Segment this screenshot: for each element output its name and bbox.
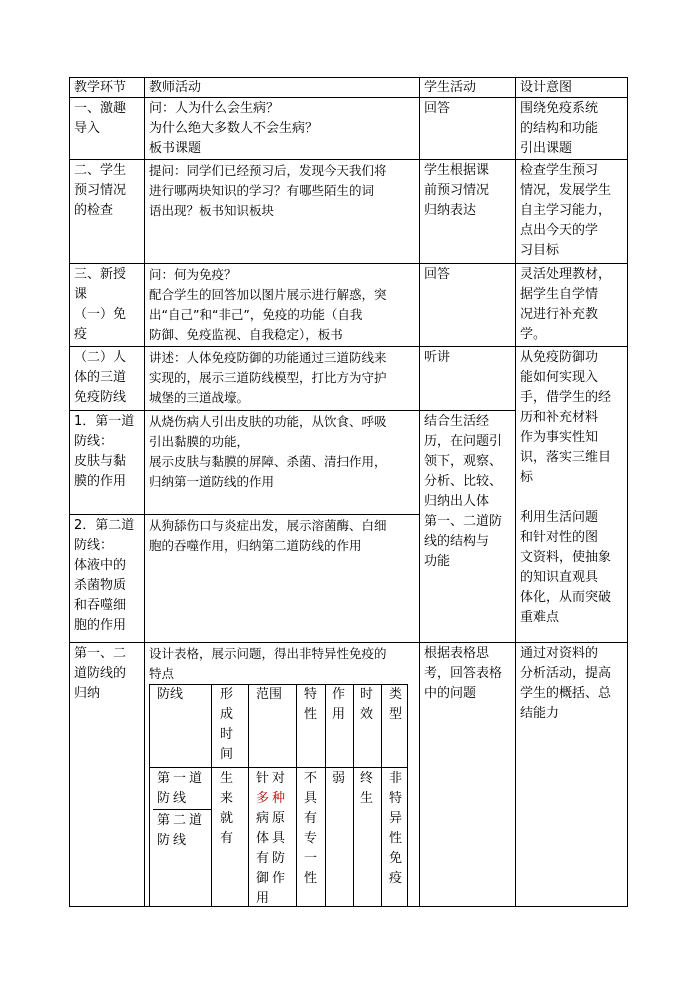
range-text-2: 病原 体具 有防 御作 用 <box>256 811 289 905</box>
column-divider <box>515 77 516 907</box>
range-text-1: 针对 <box>256 771 289 786</box>
student-cell: 学生根据课 前预习情况 归纳表达 <box>424 163 490 218</box>
student-cell: 回答 <box>424 267 451 282</box>
header-intent: 设计意图 <box>520 80 573 95</box>
row-divider <box>69 642 628 643</box>
intent-cell: 通过对资料的 分析活动，提高 学生的概括、总 结能力 <box>520 646 612 721</box>
inner-effect-value: 弱 <box>332 771 346 786</box>
teacher-cell: 问：人为什么会生病？ 为什么绝大多数人不会生病？ 板书课题 <box>149 101 319 156</box>
stage-cell: 第一、二 道防线的 归纳 <box>74 646 127 701</box>
inner-col-divider <box>381 684 382 906</box>
stage-cell: 二、学生 预习情况 的检查 <box>74 163 127 218</box>
range-text-highlight: 多种 <box>256 791 289 806</box>
row-divider <box>69 514 420 515</box>
inner-col-divider <box>211 684 212 906</box>
header-teacher: 教师活动 <box>149 80 202 95</box>
inner-line-first: 第一道 防线 <box>157 771 206 806</box>
inner-col-divider <box>248 684 249 906</box>
inner-border-bottom <box>149 906 408 907</box>
inner-range-value <box>256 769 296 905</box>
student-cell: 回答 <box>424 101 451 116</box>
inner-header-effect: 作 用 <box>332 687 346 722</box>
student-cell: 根据表格思 考，回答表格 中的问题 <box>424 646 503 701</box>
inner-col-divider <box>325 684 326 906</box>
inner-header-line: 防线 <box>157 687 184 702</box>
teacher-cell: 设计表格，展示问题，得出非特异性免疫的 特点 <box>149 646 387 681</box>
student-cell: 结合生活经 历，在问题引 领下，观察、 分析、比较、 归纳出人体 第一、二道防 线的结构与 功能 <box>424 414 503 569</box>
inner-trait-value: 不 具 有 专 一 性 <box>304 771 318 886</box>
inner-border-left <box>149 684 150 906</box>
stage-cell: 2．第二道 防线： 体液中的 杀菌物质 和吞噬细 胞的作用 <box>74 518 135 633</box>
student-cell: 听讲 <box>424 350 451 365</box>
inner-header-type: 类 型 <box>389 687 403 722</box>
inner-type-value: 非 特 异 性 免 疫 <box>389 771 403 886</box>
row-divider <box>69 410 516 411</box>
inner-header-duration: 时 效 <box>360 687 374 722</box>
row-divider <box>69 263 628 264</box>
inner-col-divider <box>353 684 354 906</box>
stage-cell: 1．第一道 防线： 皮肤与黏 膜的作用 <box>74 414 135 489</box>
inner-border-header-bottom <box>149 767 408 768</box>
stage-cell: （二）人 体的三道 免疫防线 <box>74 350 127 405</box>
stage-cell: 三、新授 课 （一）免 疫 <box>74 267 127 342</box>
intent-cell: 围绕免疫系统 的结构和功能 引出课题 <box>520 101 599 156</box>
intent-cell: 从免疫防御功 能如何实现入 手，借学生的经 历和补充材料 作为事实性知 识，落实三维目 标 利用生活问题 和针对性的图 文资料，使抽象 的知识直观具 体化，从而突破 重难点 <box>520 350 612 625</box>
table-border-left <box>69 77 70 907</box>
header-student: 学生活动 <box>424 80 477 95</box>
stage-cell: 一、激趣 导入 <box>74 101 127 136</box>
inner-line-second: 第二道 防线 <box>157 813 206 848</box>
teacher-cell: 提问：同学们已经预习后，发现今天我们将 进行哪两块知识的学习？有哪些陌生的词 语出现？板书知识板块 <box>149 163 387 218</box>
inner-duration-value: 终 生 <box>360 771 374 806</box>
inner-col-divider <box>296 684 297 906</box>
inner-row-divider <box>153 809 211 810</box>
inner-time-value: 生 来 就 有 <box>220 771 234 846</box>
header-stage: 教学环节 <box>74 80 127 95</box>
teacher-cell: 从烧伤病人引出皮肤的功能，从饮食、呼吸 引出黏膜的功能， 展示皮肤与黏膜的屏障、杀菌、清扫作用， 归纳第一道防线的作用 <box>149 414 387 489</box>
teacher-cell: 问：何为免疫？ 配合学生的回答加以图片展示进行解惑，突 出“自己”和“非己”，免疫的功能（自我 防御、免疫监视、自我稳定），板书 <box>149 267 387 342</box>
teacher-cell: 从狗舔伤口与炎症出发，展示溶菌酶、白细 胞的吞噬作用，归纳第二道防线的作用 <box>149 518 387 553</box>
row-divider <box>69 346 628 347</box>
inner-header-time: 形 成 时 间 <box>220 687 234 762</box>
inner-header-trait: 特 性 <box>304 687 318 722</box>
teacher-cell: 讲述：人体免疫防御的功能通过三道防线来 实现的，展示三道防线模型，打比方为守护 城堡的三道战壕。 <box>149 350 387 405</box>
inner-border-right <box>407 684 408 906</box>
table-border-right <box>627 77 628 907</box>
inner-header-range: 范围 <box>256 687 283 702</box>
row-divider <box>69 159 628 160</box>
intent-cell: 检查学生预习 情况，发展学生 自主学习能力， 点出今天的学 习目标 <box>520 163 612 258</box>
column-divider <box>144 77 145 907</box>
column-divider <box>419 77 420 907</box>
intent-cell: 灵活处理教材， 据学生自学情 况进行补充教 学。 <box>520 267 612 342</box>
